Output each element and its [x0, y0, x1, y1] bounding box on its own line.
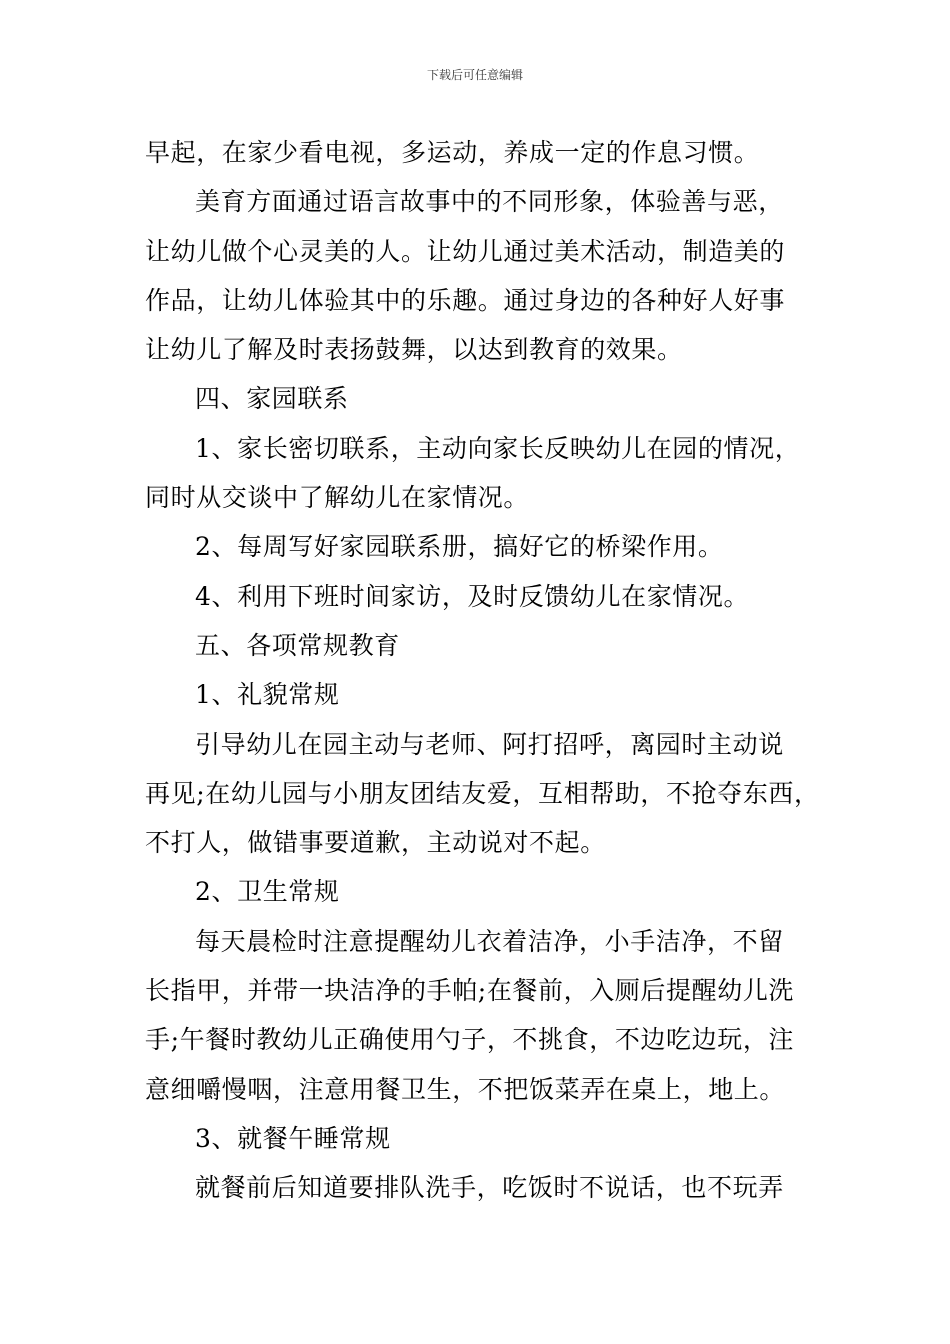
- text-line: 四、家园联系: [195, 384, 349, 414]
- text-line: 手;午餐时教幼儿正确使用勺子，不挑食，不边吃边玩，注: [145, 1025, 795, 1055]
- text-line: 2、卫生常规: [195, 877, 340, 907]
- text-line: 1、家长密切联系，主动向家长反映幼儿在园的情况，: [195, 433, 801, 463]
- text-line: 作品，让幼儿体验其中的乐趣。通过身边的各种好人好事: [145, 285, 786, 315]
- text-line: 长指甲，并带一块洁净的手帕;在餐前，入厕后提醒幼儿洗: [145, 976, 795, 1006]
- text-line: 让幼儿做个心灵美的人。让幼儿通过美术活动，制造美的: [145, 236, 786, 266]
- text-line: 再见;在幼儿园与小朋友团结友爱，互相帮助，不抢夺东西，: [145, 778, 820, 808]
- text-line: 引导幼儿在园主动与老师、阿打招呼，离园时主动说: [195, 729, 784, 759]
- text-line: 美育方面通过语言故事中的不同形象，体验善与恶，: [195, 187, 784, 217]
- text-line: 每天晨检时注意提醒幼儿衣着洁净，小手洁净，不留: [195, 926, 784, 956]
- text-line: 早起，在家少看电视，多运动，养成一定的作息习惯。: [145, 138, 760, 167]
- text-line: 4、利用下班时间家访，及时反馈幼儿在家情况。: [195, 581, 750, 611]
- text-line: 2、每周写好家园联系册，搞好它的桥梁作用。: [195, 532, 724, 562]
- page-header: 下载后可任意编辑: [426, 68, 523, 82]
- text-line: 不打人，做错事要道歉，主动说对不起。: [145, 828, 606, 858]
- text-line: 让幼儿了解及时表扬鼓舞，以达到教育的效果。: [145, 335, 683, 365]
- text-line: 就餐前后知道要排队洗手，吃饭时不说话，也不玩弄: [195, 1173, 784, 1203]
- text-line: 3、就餐午睡常规: [195, 1123, 391, 1153]
- text-line: 五、各项常规教育: [195, 630, 400, 660]
- text-line: 同时从交谈中了解幼儿在家情况。: [145, 483, 530, 513]
- text-line: 1、礼貌常规: [195, 680, 340, 710]
- document-body: [145, 128, 825, 1213]
- text-line: 意细嚼慢咽，注意用餐卫生，不把饭菜弄在桌上，地上。: [145, 1074, 786, 1104]
